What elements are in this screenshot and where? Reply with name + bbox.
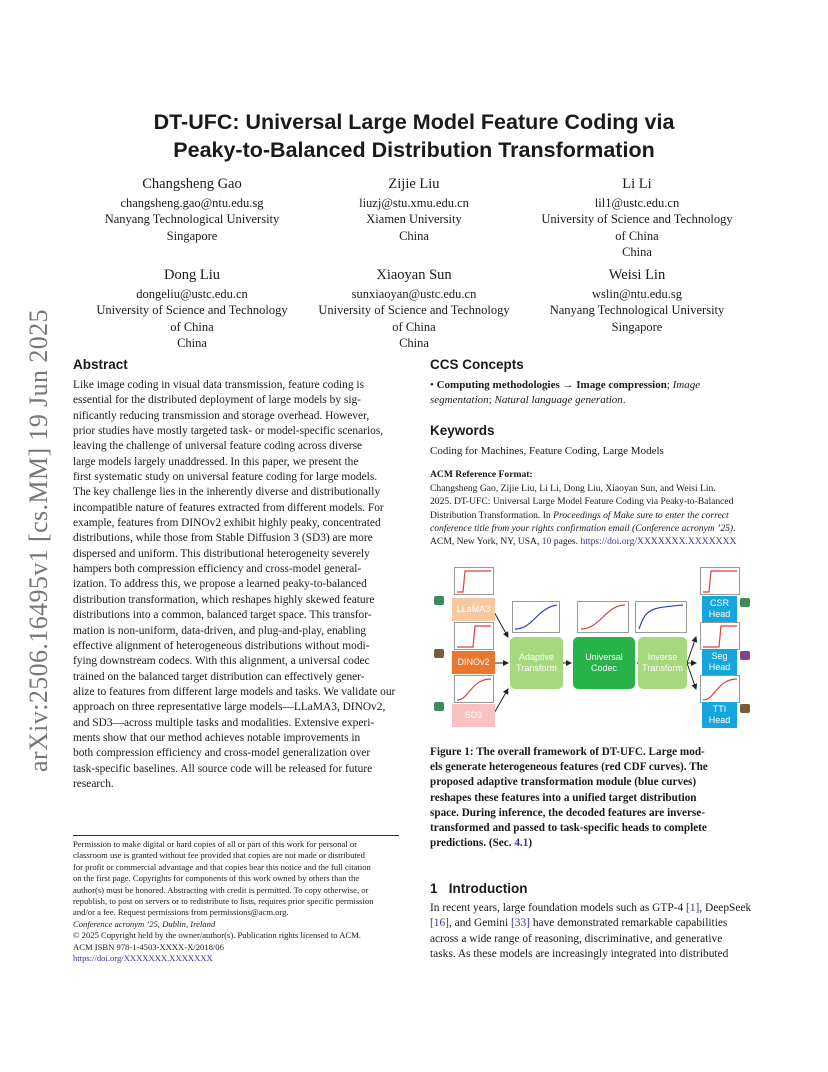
bullet: • [430,379,434,391]
caption-line: reshapes these features into a unified target distribution [430,791,697,804]
title-line-1: DT-UFC: Universal Large Model Feature Coding via [153,110,675,134]
abstract-line: incompatible nature of features extracted from different models. For [73,501,384,514]
citation-link[interactable]: [16] [430,917,449,930]
acm-ref-line: conference title from your rights confirmation email (Conference acronym ’25). [430,522,736,534]
author-block [522,175,752,260]
author-block [77,175,307,244]
author-name: Zijie Liu [388,176,440,192]
author-affiliation: University of Science and Technology [96,303,288,318]
acm-ref-line: 2025. DT-UFC: Universal Large Model Feature Coding via Peaky-to-Balanced [430,496,734,508]
permission-line: republish, to post on servers or to redistribute to lists, requires prior specific permission [73,896,374,907]
isbn-line: ACM ISBN 978-1-4503-XXXX-X/2018/06 [73,941,224,952]
author-email: liuzj@stu.xmu.edu.cn [359,196,469,210]
intro-line: In recent years, large foundation models such as GTP-4 [1], DeepSeek [430,902,752,914]
arxiv-identifier: arXiv:2506.16495v1 [cs.MM] 19 Jun 2025 [24,309,53,772]
abstract-line: prior studies have mostly targeted task- or model-specific scenarios, [73,425,384,438]
author-affiliation: University of Science and Technology [541,212,733,227]
dinov2-model-box: DINOv2 [452,651,495,674]
abstract-line: trained on the balanced target distribution can effectively gener- [73,670,365,683]
separator: ; [488,394,492,406]
abstract-heading: Abstract [73,357,128,372]
abstract-line: essential for the distributed deployment of large models by sig- [73,394,361,407]
author-email: sunxiaoyan@ustc.edu.cn [351,287,477,301]
dino-cdf-plot [454,622,494,650]
caption-line: space. During inference, the decoded features are inverse- [430,806,705,819]
target-distribution-plot [577,601,629,633]
abstract-line: nificantly reducing transmission and storage overhead. However, [73,409,370,422]
permission-line: for profit or commercial advantage and that copies bear this notice and the full citation [73,861,371,872]
abstract-line: effective alignment of heterogeneous distributions without modi- [73,639,370,652]
separator: . [622,394,626,406]
caption-lines [430,745,757,836]
pages-link[interactable]: 10 [541,536,552,548]
abstract-line: fying downstream codecs. With this alignment, a universal codec [73,655,370,668]
ccs-term: Image compression [576,379,667,391]
keywords-text: Coding for Machines, Feature Coding, Large Models [430,445,664,457]
conference-info: Conference acronym ’25, Dublin, Ireland [73,918,216,929]
author-block [299,175,529,244]
segmentation-output-icon [740,651,750,660]
intro-body [430,901,757,962]
abstract-line: mation is non-uniform, data-driven, and plug-and-play, enabling [73,624,367,637]
image-output-icon [740,704,750,713]
author-name: Weisi Lin [608,267,666,283]
caption-line: els generate heterogeneous features (red CDF curves). The [430,761,708,774]
abstract-line: leaving the challenge of universal feature coding across diverse [73,440,363,453]
llama3-model-box: LLaMA3 [452,598,495,621]
text-input-icon [434,596,444,605]
intro-line: [16], and Gemini [33] have demonstrated remarkable capabilities [430,917,728,930]
right-column [430,357,757,549]
separator: ; [666,379,670,391]
author-affiliation-cont: of China [170,319,214,334]
caption-line: proposed adaptive transformation module (blue curves) [430,776,697,789]
abstract-line: task-specific baselines. All source code will be released for future [73,762,373,775]
permission-text [73,839,399,919]
author-email: wslin@ntu.edu.sg [592,287,682,301]
citation-link[interactable]: [33] [511,917,530,930]
author-country: China [399,335,429,350]
inverse-transform-box: Inverse Transform [638,637,687,689]
ccs-term: Image [672,379,701,391]
abstract-line: research. [73,777,114,790]
author-email: dongeliu@ustc.edu.cn [136,287,248,301]
caption-line: Figure 1: The overall framework of DT-UFC. Large mod- [430,746,705,758]
figure-caption [430,745,757,851]
acm-ref-line: ACM, New York, NY, USA, 10 pages. https://doi.org/XXXXXXX.XXXXXXX [430,536,737,548]
acm-ref-line: Changsheng Gao, Zijie Liu, Li Li, Dong Liu, Xiaoyan Sun, and Weisi Lin. [430,482,716,494]
author-affiliation: Xiamen University [366,212,462,227]
permission-line: on the first page. Copyrights for components of this work owned by others than the [73,873,360,884]
doi-link[interactable]: https://doi.org/XXXXXXX.XXXXXXX [580,536,737,548]
author-block [299,266,529,351]
author-email: lil1@ustc.edu.cn [594,196,680,210]
author-country: China [622,244,652,259]
author-affiliation-cont: of China [615,228,659,243]
doi-link[interactable]: https://doi.org/XXXXXXX.XXXXXXX [73,953,213,964]
adaptive-transform-box: Adaptive Transform [510,637,563,689]
author-country: Singapore [611,319,663,334]
permission-line: Permission to make digital or hard copies of all or part of this work for personal or [73,839,358,849]
author-name: Changsheng Gao [142,176,242,192]
abstract-line: distribution transformation, which reshapes highly skewed feature [73,593,375,606]
ccs-heading: CCS Concepts [430,357,524,372]
acm-ref-heading: ACM Reference Format: [430,469,533,481]
arrow-icon: → [562,379,574,391]
ccs-term: Natural language generation [494,394,623,406]
author-affiliation: Nanyang Technological University [104,212,280,227]
ccs-term: segmentation [430,394,489,406]
abstract-line: distributions, while those from Stable Diffusion 3 (SD3) are more [73,532,373,545]
author-affiliation-cont: of China [392,319,436,334]
universal-codec-box: Universal Codec [573,637,635,689]
author-country: China [177,335,207,350]
seg-head-box: Seg Head [702,649,737,675]
abstract-line: large models largely unaddressed. In this paper, we present the [73,455,359,468]
caption-line: transformed and passed to task-specific heads to complete [430,822,707,835]
tti-head-box: TTI Head [702,702,737,728]
citation-link[interactable]: [1] [686,902,700,914]
sd3-model-box: SD3 [452,704,495,727]
introduction-section [430,881,757,962]
csr-head-box: CSR Head [702,596,737,622]
author-name: Li Li [622,176,652,192]
permission-line: classroom use is granted without fee provided that copies are not made or distributed [73,850,365,861]
abstract-line: and SD3—across multiple tasks and modalities. Extensive experi- [73,716,375,729]
intro-line: tasks. As these models are increasingly integrated into distributed [430,948,729,961]
abstract-line: The key challenge lies in the inherently diverse and distributionally [73,486,381,499]
abstract-line: both compression efficiency and cross-model generalization over [73,747,371,760]
tti-output-plot [700,675,740,703]
abstract-line: dispersed and uniform. This distributional heterogeneity severely [73,547,370,560]
abstract-line: example, features from DINOv2 exhibit highly peaky, concentrated [73,517,381,530]
permission-line: author(s) must be honored. Abstracting with credit is permitted. To copy otherwise, or [73,884,369,895]
abstract-line: Like image coding in visual data transmission, feature coding is [73,379,365,391]
figure-1 [432,565,822,735]
abstract-line: alize to features from different large models and tasks. We validate our [73,685,396,698]
abstract-line: ization. To address this, we propose a learned peaky-to-balanced [73,578,367,591]
abstract-section [73,357,399,792]
abstract-line: ments show that our method achieves notable improvements in [73,731,361,744]
prompt-input-icon [434,702,444,711]
keywords-heading: Keywords [430,423,495,438]
inverse-transform-plot [635,601,687,633]
author-name: Dong Liu [164,267,220,283]
author-block [522,266,752,335]
seg-output-plot [700,622,740,650]
permission-line: and/or a fee. Request permissions from permissions@acm.org. [73,907,289,918]
csr-output-plot [700,567,740,595]
abstract-line: distributions into a common, balanced target space. This transfor- [73,609,372,622]
abstract-line: approach on three representative large models—LLaMA3, DINOv2, [73,701,386,714]
copyright-line: © 2025 Copyright held by the owner/author(s). Publication rights licensed to ACM. [73,930,361,941]
acm-ref-line: Distribution Transformation. In Proceedings of Make sure to enter the correct [430,509,729,521]
author-email: changsheng.gao@ntu.edu.sg [120,196,264,210]
acm-reference [430,468,757,548]
permission-notice [73,835,399,964]
llama-cdf-plot [454,567,494,595]
abstract-line: hampers both compression efficiency and cross-model general- [73,563,362,576]
intro-heading: 1 Introduction [430,881,528,896]
text-output-icon [740,598,750,607]
sd3-cdf-plot [454,675,494,703]
intro-line: across a wide range of reasoning, discriminative, and generative [430,932,723,945]
author-affiliation: University of Science and Technology [318,303,510,318]
paper-title [0,108,828,164]
section-ref-link[interactable]: 4.1 [514,837,529,850]
adaptive-transform-plot [512,601,560,633]
ccs-term: Computing methodologies [436,379,560,391]
image-input-icon [434,649,444,658]
caption-line: predictions. (Sec. 4.1) [430,837,533,850]
abstract-body [73,378,399,792]
ccs-concepts [430,378,757,408]
abstract-line: first systematic study on universal feature coding for large models. [73,471,378,484]
author-name: Xiaoyan Sun [376,267,452,283]
author-country: Singapore [166,228,218,243]
title-line-2: Peaky-to-Balanced Distribution Transformation [173,138,655,162]
author-country: China [399,228,429,243]
author-affiliation: Nanyang Technological University [549,303,725,318]
author-block [77,266,307,351]
